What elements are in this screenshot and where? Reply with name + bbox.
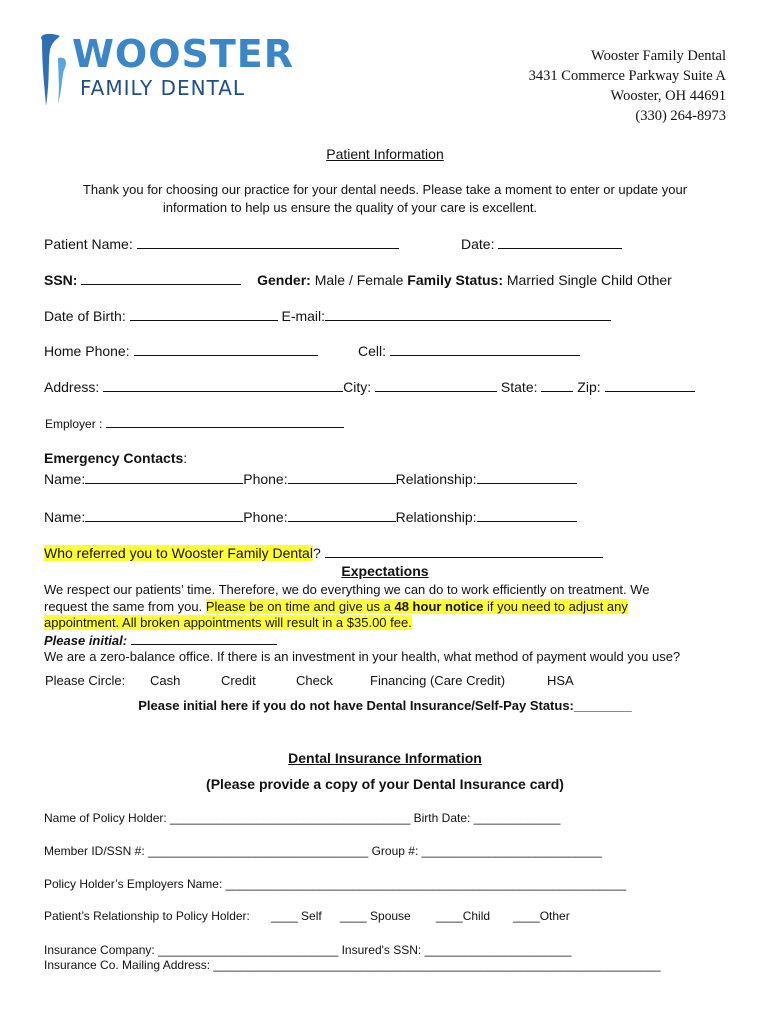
broken-appointment-fee: appointment. All broken appointments will result in a $35.00 fee. — [44, 615, 412, 630]
relationship-other[interactable]: ____Other — [513, 909, 570, 923]
employer-field[interactable] — [106, 413, 344, 428]
expectations-text — [44, 582, 744, 666]
payment-option-check[interactable]: Check — [296, 673, 333, 688]
home-phone-row — [44, 341, 318, 359]
expectations-highlight-part: if you need to adjust any — [483, 598, 628, 614]
insurance-title: Dental Insurance Information — [288, 750, 482, 766]
emergency-name-label: Name: — [44, 509, 86, 525]
patient-name-field[interactable] — [137, 234, 399, 249]
date-field[interactable] — [498, 234, 622, 249]
family-status-label: Family Status: — [407, 272, 503, 288]
please-circle-label: Please Circle: — [45, 673, 126, 688]
address-line: 3431 Commerce Parkway Suite A — [528, 68, 726, 84]
home-phone-label: Home Phone: — [44, 343, 130, 359]
city-label: City: — [343, 379, 372, 395]
payment-option-cash[interactable]: Cash — [150, 673, 181, 688]
relationship-label: Patient’s Relationship to Policy Holder: — [44, 909, 250, 923]
practice-address — [529, 46, 726, 126]
payment-option-hsa[interactable]: HSA — [547, 673, 574, 688]
emergency-contact-1 — [44, 469, 577, 487]
state-field[interactable] — [541, 377, 573, 392]
policy-holder-row[interactable]: Name of Policy Holder: ____________________________________ Birth Date: _____________ — [44, 811, 561, 825]
cell-field[interactable] — [390, 341, 580, 356]
zip-label: Zip: — [577, 379, 601, 395]
payment-options-row — [45, 673, 765, 691]
expectations-highlight-part: Please be on time and give us a — [205, 598, 395, 614]
home-phone-field[interactable] — [134, 341, 318, 356]
employer-row — [45, 413, 344, 431]
state-label: State: — [500, 379, 538, 395]
initial-field[interactable] — [131, 632, 277, 645]
cell-row — [358, 341, 580, 359]
relationship-spouse[interactable]: ____ Spouse — [340, 909, 411, 923]
cell-label: Cell: — [358, 343, 387, 359]
date-label: Date: — [461, 236, 495, 252]
logo-family-dental-text: FAMILY DENTAL — [80, 76, 246, 100]
self-pay-initial[interactable]: Please initial here if you do not have Dental Insurance/Self-Pay Status:________ — [138, 698, 632, 713]
emergency-title: Emergency Contacts — [44, 450, 184, 466]
ssn-gender-row — [44, 270, 672, 288]
patient-info-title: Patient Information — [326, 146, 444, 162]
address-label: Address: — [44, 379, 100, 395]
emergency-name-field[interactable] — [85, 469, 243, 484]
insurance-company-row[interactable]: Insurance Company: ___________________________ Insured's SSN: ______________________ — [44, 943, 572, 957]
expectations-line-2 — [44, 599, 744, 616]
emergency-phone-label: Phone: — [243, 509, 288, 525]
date-row — [461, 234, 622, 252]
expectations-line-1: We respect our patients’ time. Therefore, we do everything we can do to work efficiently on treatment. We — [44, 582, 650, 597]
intro-line-1: Thank you for choosing our practice for your dental needs. Please take a moment to enter or update your — [82, 182, 688, 197]
logo-wooster-text: WOOSTER — [72, 32, 295, 76]
initial-row — [44, 632, 744, 650]
insurance-mailing-row[interactable]: Insurance Co. Mailing Address: ___________________________________________________________________ — [44, 958, 661, 972]
family-status-options[interactable]: Married Single Child Other — [506, 272, 672, 288]
referral-question-mark: ? — [312, 545, 321, 561]
relationship-child[interactable]: ____Child — [436, 909, 491, 923]
tooth-swoosh-icon — [36, 30, 72, 112]
city-field[interactable] — [375, 377, 497, 392]
initial-label: Please initial: — [44, 632, 128, 648]
zero-balance-text: We are a zero-balance office. If there is an investment in your health, what method of payment would you use? — [44, 649, 681, 664]
emergency-relationship-field[interactable] — [477, 507, 577, 522]
emergency-name-label: Name: — [44, 471, 86, 487]
policy-holder-employer-row[interactable]: Policy Holder’s Employers Name: ____________________________________________________________ — [44, 877, 627, 891]
address-field[interactable] — [103, 377, 343, 392]
emergency-title-row — [44, 450, 187, 466]
insurance-subtitle: (Please provide a copy of your Dental Insurance card) — [206, 776, 564, 792]
patient-name-row — [44, 234, 399, 252]
patient-name-label: Patient Name: — [44, 236, 133, 252]
dob-label: Date of Birth: — [44, 308, 126, 324]
ssn-label: SSN: — [44, 272, 78, 288]
zip-field[interactable] — [605, 377, 695, 392]
emergency-relationship-label: Relationship: — [395, 471, 477, 487]
gender-label: Gender: — [257, 272, 311, 288]
referral-field[interactable] — [325, 543, 603, 558]
referral-question: Who referred you to Wooster Family Dental — [44, 545, 313, 561]
referral-row — [44, 543, 603, 561]
address-line: Wooster, OH 44691 — [610, 88, 726, 104]
notice-highlight: 48 hour notice — [394, 598, 484, 614]
address-line: (330) 264-8973 — [635, 108, 726, 124]
ssn-field[interactable] — [81, 270, 241, 285]
emergency-contact-2 — [44, 507, 577, 525]
expectations-line-3 — [44, 615, 744, 632]
emergency-colon: : — [183, 450, 188, 466]
emergency-name-field[interactable] — [85, 507, 243, 522]
practice-logo — [36, 30, 295, 112]
emergency-phone-label: Phone: — [243, 471, 288, 487]
expectations-title: Expectations — [341, 563, 429, 579]
intro-line-2: information to help us ensure the quality of your care is excellent. — [162, 200, 538, 215]
payment-option-credit[interactable]: Credit — [221, 673, 256, 688]
email-label: E-mail: — [281, 308, 326, 324]
relationship-row — [44, 909, 644, 925]
employer-label: Employer : — [45, 417, 103, 431]
dob-email-row — [44, 306, 611, 324]
relationship-self[interactable]: ____ Self — [271, 909, 322, 923]
gender-options[interactable]: Male / Female — [314, 272, 404, 288]
expectations-text-part: request the same from you. — [44, 598, 206, 614]
address-row — [44, 377, 695, 395]
dob-field[interactable] — [130, 306, 278, 321]
emergency-relationship-label: Relationship: — [395, 509, 477, 525]
emergency-phone-field[interactable] — [288, 469, 396, 484]
emergency-relationship-field[interactable] — [477, 469, 577, 484]
address-line: Wooster Family Dental — [591, 48, 726, 64]
member-id-row[interactable]: Member ID/SSN #: _________________________________ Group #: ___________________________ — [44, 844, 602, 858]
payment-option-financing[interactable]: Financing (Care Credit) — [370, 673, 506, 688]
emergency-phone-field[interactable] — [288, 507, 396, 522]
email-field[interactable] — [325, 306, 611, 321]
